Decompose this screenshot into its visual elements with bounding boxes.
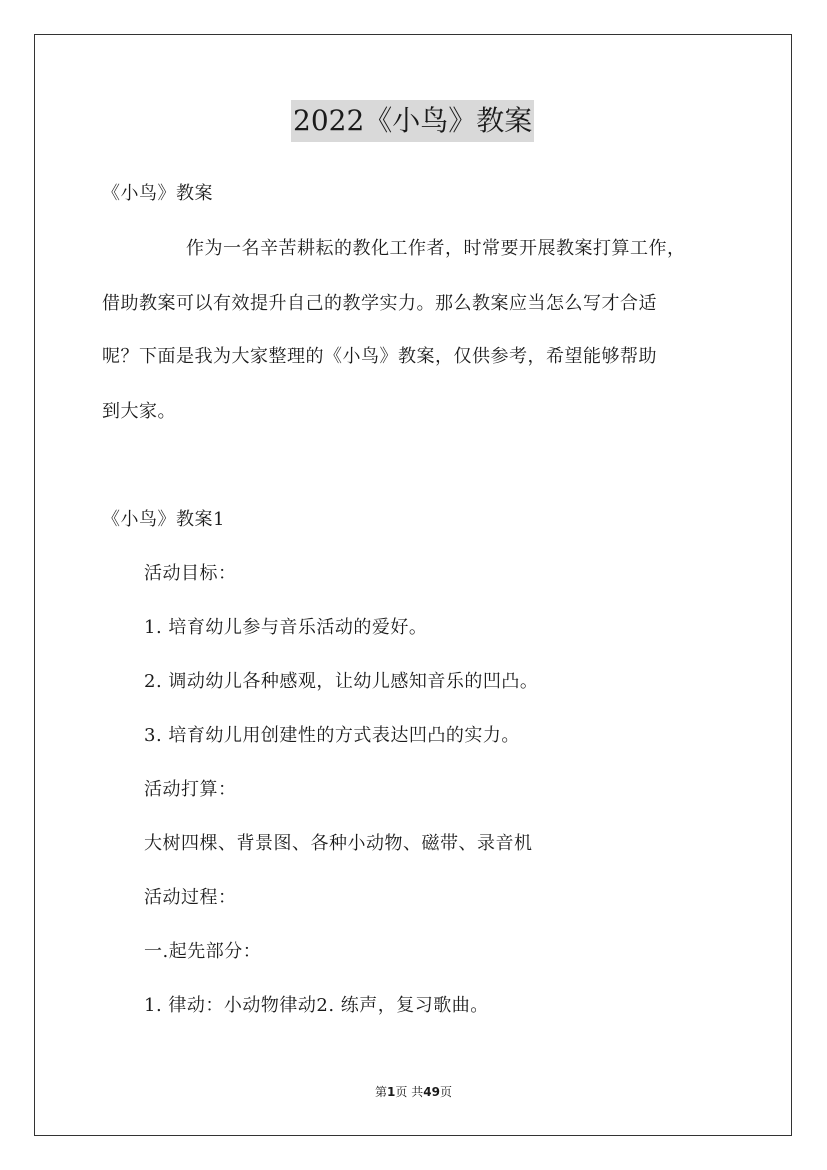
page-footer [0, 1084, 827, 1100]
body-line-activity-prep: 活动打算： [144, 779, 237, 800]
intro-line-4: 到大家。 [102, 401, 176, 422]
body-line-goal-1: 1. 培育幼儿参与音乐活动的爱好。 [144, 617, 428, 638]
intro-line-1: 作为一名辛苦耕耘的教化工作者，时常要开展教案打算工作， [186, 238, 686, 259]
body-line-goal-3: 3. 培育幼儿用创建性的方式表达凹凸的实力。 [144, 725, 520, 746]
body-line-materials: 大树四棵、背景图、各种小动物、磁带、录音机 [144, 833, 533, 854]
footer-total-pages: 49 [423, 1085, 440, 1099]
doc-heading: 《小鸟》教案 [102, 183, 213, 204]
footer-page-suffix: 页 [439, 1085, 452, 1099]
section1-heading: 《小鸟》教案1 [102, 509, 225, 530]
footer-page-number: 1 [387, 1085, 396, 1099]
intro-line-2: 借助教案可以有效提升自己的教学实力。那么教案应当怎么写才合适 [102, 293, 657, 314]
body-line-activity-goal: 活动目标： [144, 563, 237, 584]
body-line-goal-2: 2. 调动幼儿各种感观，让幼儿感知音乐的凹凸。 [144, 671, 539, 692]
footer-page-prefix: 第 [375, 1085, 388, 1099]
intro-line-3: 呢？下面是我为大家整理的《小鸟》教案，仅供参考，希望能够帮助 [102, 346, 657, 367]
body-line-step-1: 1. 律动：小动物律动2. 练声，复习歌曲。 [144, 995, 489, 1016]
body-line-part-1: 一.起先部分： [144, 941, 262, 962]
document-title: 2022《小鸟》教案 [291, 100, 534, 142]
body-line-activity-process: 活动过程： [144, 887, 237, 908]
footer-page-mid: 页 共 [395, 1085, 424, 1099]
